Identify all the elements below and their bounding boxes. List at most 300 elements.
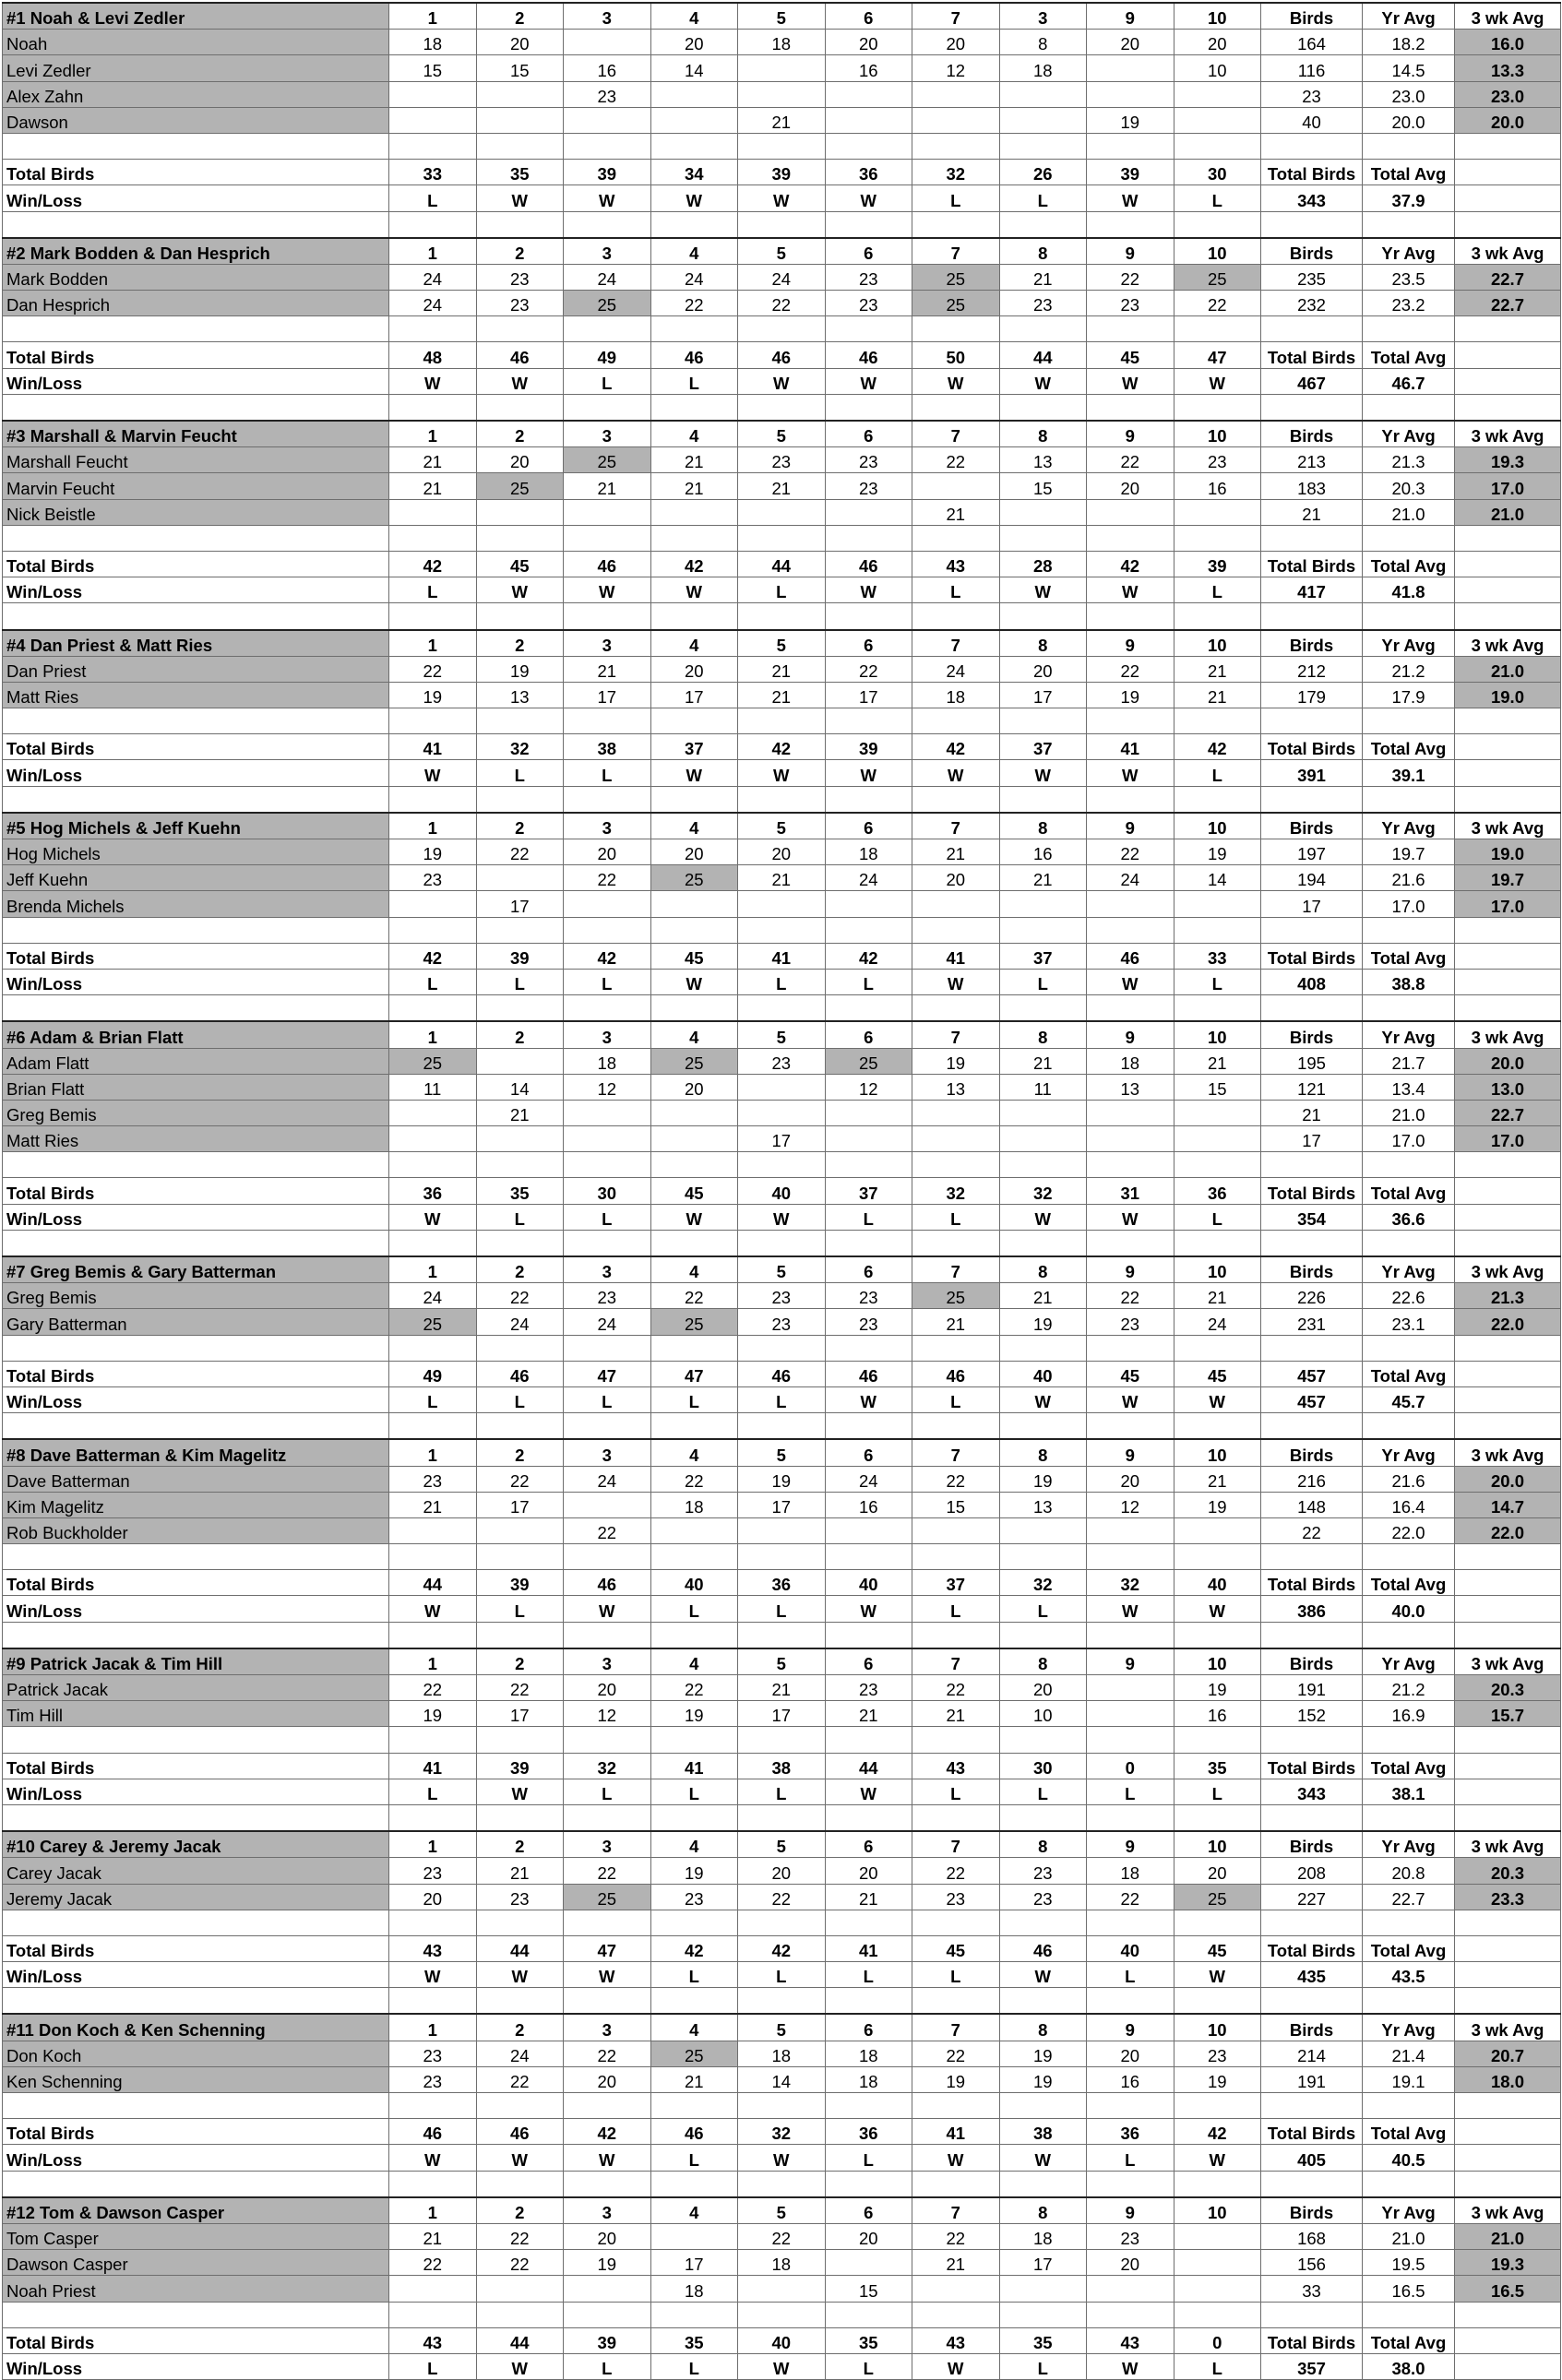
week-result: W [1087,760,1174,786]
week-total: 46 [825,342,912,368]
column-header: 1 [389,630,477,657]
team-header-row [3,238,1561,265]
total-birds-label: Total Birds [3,1570,389,1596]
column-header: 5 [738,1021,826,1048]
win-loss-row [3,1779,1561,1804]
week-score: 18 [912,682,1000,708]
empty-cell [1455,1570,1561,1596]
empty-cell [1363,2302,1455,2327]
week-total: 45 [650,943,738,969]
week-score [738,81,826,107]
week-score: 25 [650,2041,738,2066]
column-header: 7 [912,2197,1000,2224]
week-result: L [999,1596,1087,1622]
week-result: L [1174,2353,1261,2379]
week-total: 32 [738,2119,826,2145]
column-header: 8 [999,1831,1087,1858]
empty-cell [3,211,389,238]
empty-cell [999,2302,1087,2327]
win-loss-label: Win/Loss [3,185,389,211]
week-result: L [650,1386,738,1412]
week-score: 22 [389,2250,477,2276]
week-result: W [389,1204,477,1230]
empty-cell [1363,525,1455,551]
empty-cell [476,1335,564,1361]
player-name: Gary Batterman [3,1309,389,1335]
empty-cell [1174,2093,1261,2119]
week-total: 49 [564,342,651,368]
week-score: 22 [912,1466,1000,1492]
empty-cell [1455,603,1561,630]
week-score: 18 [564,1048,651,1074]
empty-cell [1455,1910,1561,1935]
empty-cell [1174,708,1261,734]
week-score: 21 [912,839,1000,865]
empty-cell [650,316,738,342]
week-total: 42 [389,943,477,969]
player-yr-avg: 19.5 [1363,2250,1455,2276]
empty-cell [1087,786,1174,813]
player-row [3,891,1561,917]
week-total: 42 [650,1935,738,1961]
empty-cell [476,316,564,342]
player-birds: 116 [1261,55,1363,81]
total-birds-row [3,342,1561,368]
week-result: W [825,185,912,211]
week-score: 15 [389,55,477,81]
week-score [1174,107,1261,133]
week-score: 25 [389,1048,477,1074]
empty-cell [1455,2302,1561,2327]
week-result: L [999,185,1087,211]
empty-cell [999,394,1087,421]
week-result: W [825,760,912,786]
week-score [650,1517,738,1543]
empty-cell [1087,1804,1174,1831]
column-header: 3 [564,630,651,657]
week-score: 24 [476,1309,564,1335]
week-score: 17 [738,1701,826,1727]
week-result: W [999,1962,1087,1988]
empty-cell [564,1804,651,1831]
column-header: Birds [1261,1439,1363,1466]
week-score: 15 [912,1492,1000,1517]
standings-body [3,3,1561,2380]
week-score [650,81,738,107]
empty-cell [650,786,738,813]
week-result: L [999,2353,1087,2379]
column-header: Yr Avg [1363,2014,1455,2041]
week-score: 18 [738,30,826,55]
week-score: 18 [1087,1858,1174,1884]
week-score [1174,891,1261,917]
empty-cell [1087,2302,1174,2327]
total-avg-column-label: Total Avg [1363,2119,1455,2145]
total-birds-row [3,160,1561,185]
player-birds: 121 [1261,1074,1363,1100]
week-score: 20 [738,1858,826,1884]
week-result: L [564,1779,651,1804]
column-header: 9 [1087,1439,1174,1466]
empty-cell [650,1152,738,1178]
team-header-row [3,421,1561,447]
week-score [912,1100,1000,1125]
empty-cell [1455,394,1561,421]
total-birds-column-label: Total Birds [1261,2327,1363,2353]
week-total: 45 [1087,342,1174,368]
week-result: L [389,185,477,211]
week-score [564,30,651,55]
week-score [389,1517,477,1543]
week-score: 17 [650,2250,738,2276]
week-total: 39 [738,160,826,185]
empty-cell [999,917,1087,943]
week-score: 22 [476,1675,564,1701]
empty-cell [912,133,1000,159]
empty-cell [389,1622,477,1648]
week-total: 32 [912,160,1000,185]
team-header-row [3,2014,1561,2041]
week-score: 20 [1087,2041,1174,2066]
player-name: Marvin Feucht [3,473,389,499]
empty-cell [738,995,826,1022]
empty-cell [650,1230,738,1256]
column-header: 10 [1174,238,1261,265]
empty-cell [825,316,912,342]
week-score: 17 [738,1492,826,1517]
week-score: 21 [564,656,651,682]
week-score: 23 [825,473,912,499]
empty-cell [1455,1727,1561,1753]
column-header: 5 [738,1439,826,1466]
column-header: Birds [1261,238,1363,265]
empty-cell [1261,786,1363,813]
week-result: L [476,760,564,786]
empty-cell [738,786,826,813]
week-score [564,1100,651,1125]
win-loss-row [3,1962,1561,1988]
empty-cell [999,2171,1087,2197]
week-score: 19 [564,2250,651,2276]
empty-cell [1455,2353,1561,2379]
week-result: W [738,2353,826,2379]
week-result: L [912,185,1000,211]
column-header: 3 [564,2014,651,2041]
player-row [3,81,1561,107]
player-3wk-avg: 20.0 [1455,1466,1561,1492]
week-score [1174,1517,1261,1543]
week-score [476,1126,564,1152]
week-score: 13 [999,1492,1087,1517]
week-score: 23 [564,1283,651,1309]
player-birds: 148 [1261,1492,1363,1517]
total-birds-row [3,2327,1561,2353]
week-total: 41 [738,943,826,969]
empty-cell [1174,1727,1261,1753]
week-score: 23 [389,865,477,891]
empty-cell [389,1335,477,1361]
spacer-row [3,1335,1561,1361]
win-loss-label: Win/Loss [3,1962,389,1988]
empty-cell [825,1622,912,1648]
empty-cell [1455,1413,1561,1440]
empty-cell [1363,133,1455,159]
column-header: 9 [1087,813,1174,839]
empty-cell [1261,2171,1363,2197]
column-header: 6 [825,3,912,30]
week-score: 11 [389,1074,477,1100]
empty-cell [999,1544,1087,1570]
week-total: 43 [912,1753,1000,1779]
team-title: #5 Hog Michels & Jeff Kuehn [3,813,389,839]
player-name: Levi Zedler [3,55,389,81]
week-score: 20 [738,839,826,865]
column-header: Yr Avg [1363,1439,1455,1466]
empty-cell [912,1727,1000,1753]
empty-cell [650,1335,738,1361]
player-row [3,1492,1561,1517]
player-row [3,2223,1561,2249]
empty-cell [564,917,651,943]
column-header: 3 [564,421,651,447]
week-score: 22 [389,1675,477,1701]
column-header: 2 [476,813,564,839]
player-3wk-avg: 20.3 [1455,1675,1561,1701]
empty-cell [1455,342,1561,368]
week-score: 22 [564,1517,651,1543]
week-result: L [564,1386,651,1412]
column-header: 1 [389,2014,477,2041]
player-yr-avg: 17.9 [1363,682,1455,708]
player-birds: 17 [1261,1126,1363,1152]
player-row [3,1858,1561,1884]
week-score: 19 [999,2041,1087,2066]
week-total: 37 [825,1178,912,1204]
week-score: 22 [650,1675,738,1701]
empty-cell [650,525,738,551]
player-yr-avg: 20.8 [1363,1858,1455,1884]
column-header: 1 [389,421,477,447]
week-score: 13 [999,447,1087,473]
week-score [389,1126,477,1152]
team-title: #7 Greg Bemis & Gary Batterman [3,1256,389,1283]
week-result: L [825,1962,912,1988]
empty-cell [1261,1910,1363,1935]
empty-cell [1455,1386,1561,1412]
week-result: W [999,577,1087,603]
week-score [389,107,477,133]
empty-cell [1455,2171,1561,2197]
empty-cell [650,603,738,630]
week-score: 24 [825,1466,912,1492]
week-result: L [650,2145,738,2171]
week-result: W [912,2353,1000,2379]
week-result: L [912,577,1000,603]
player-birds: 168 [1261,2223,1363,2249]
week-total: 37 [999,943,1087,969]
player-name: Matt Ries [3,1126,389,1152]
player-birds: 40 [1261,107,1363,133]
week-total: 46 [738,1361,826,1386]
total-avg-column-label: Total Avg [1363,160,1455,185]
week-score: 20 [1174,30,1261,55]
week-score [999,2276,1087,2302]
empty-cell [1174,394,1261,421]
player-3wk-avg: 21.0 [1455,2223,1561,2249]
empty-cell [476,1910,564,1935]
player-yr-avg: 21.0 [1363,499,1455,525]
column-header: 3 wk Avg [1455,3,1561,30]
week-result: W [912,969,1000,994]
week-score: 21 [389,447,477,473]
week-total: 45 [912,1935,1000,1961]
week-score: 21 [738,107,826,133]
week-result: L [650,1962,738,1988]
empty-cell [912,1152,1000,1178]
week-total: 30 [564,1178,651,1204]
week-score: 22 [912,1858,1000,1884]
week-score [912,1126,1000,1152]
season-total-avg: 46.7 [1363,368,1455,394]
total-birds-label: Total Birds [3,1753,389,1779]
week-score [1087,1675,1174,1701]
player-3wk-avg: 21.0 [1455,499,1561,525]
column-header: 8 [999,421,1087,447]
total-avg-column-label: Total Avg [1363,1178,1455,1204]
week-score: 24 [476,2041,564,2066]
total-birds-label: Total Birds [3,1361,389,1386]
player-row [3,1701,1561,1727]
empty-cell [1455,2145,1561,2171]
empty-cell [999,603,1087,630]
column-header: 2 [476,630,564,657]
week-score [1087,1126,1174,1152]
week-result: L [564,969,651,994]
player-3wk-avg: 19.0 [1455,682,1561,708]
week-result: L [1174,185,1261,211]
player-yr-avg: 21.2 [1363,1675,1455,1701]
week-total: 43 [912,2327,1000,2353]
week-total: 35 [476,1178,564,1204]
player-name: Greg Bemis [3,1283,389,1309]
week-total: 35 [825,2327,912,2353]
empty-cell [564,708,651,734]
week-result: W [650,760,738,786]
week-result: W [1087,577,1174,603]
player-name: Carey Jacak [3,1858,389,1884]
column-header: Yr Avg [1363,630,1455,657]
week-score: 22 [1087,1283,1174,1309]
column-header: 3 [564,1831,651,1858]
week-score: 24 [564,1309,651,1335]
column-header: 9 [1087,238,1174,265]
player-birds: 191 [1261,1675,1363,1701]
empty-cell [1363,316,1455,342]
season-total-birds: 391 [1261,760,1363,786]
empty-cell [1087,1622,1174,1648]
week-score: 25 [650,1048,738,1074]
week-total: 35 [650,2327,738,2353]
player-yr-avg: 21.0 [1363,2223,1455,2249]
week-result: L [825,969,912,994]
column-header: 2 [476,1648,564,1675]
player-name: Patrick Jacak [3,1675,389,1701]
column-header: 7 [912,630,1000,657]
empty-cell [1261,2093,1363,2119]
week-total: 32 [912,1178,1000,1204]
week-result: L [912,1779,1000,1804]
week-total: 36 [1174,1178,1261,1204]
player-name: Jeff Kuehn [3,865,389,891]
week-score: 21 [912,1309,1000,1335]
win-loss-label: Win/Loss [3,577,389,603]
empty-cell [3,1804,389,1831]
player-row [3,499,1561,525]
column-header: 5 [738,238,826,265]
week-total: 43 [389,2327,477,2353]
empty-cell [389,2093,477,2119]
week-score: 24 [564,264,651,290]
column-header: 9 [1087,1256,1174,1283]
column-header: 4 [650,2197,738,2224]
column-header: 3 wk Avg [1455,1021,1561,1048]
week-score: 20 [825,30,912,55]
week-total: 34 [650,160,738,185]
team-title: #11 Don Koch & Ken Schenning [3,2014,389,2041]
column-header: 8 [999,1439,1087,1466]
empty-cell [825,995,912,1022]
week-total: 47 [564,1361,651,1386]
column-header: 5 [738,2014,826,2041]
empty-cell [564,211,651,238]
empty-cell [1261,2302,1363,2327]
week-result: W [389,2145,477,2171]
week-total: 46 [1087,943,1174,969]
week-total: 39 [476,1753,564,1779]
column-header: 7 [912,421,1000,447]
week-result: W [389,760,477,786]
column-header: 3 wk Avg [1455,1439,1561,1466]
column-header: Yr Avg [1363,1648,1455,1675]
week-score: 15 [476,55,564,81]
week-score: 11 [999,1074,1087,1100]
empty-cell [476,211,564,238]
team-title: #10 Carey & Jeremy Jacak [3,1831,389,1858]
empty-cell [738,211,826,238]
player-3wk-avg: 22.7 [1455,291,1561,316]
column-header: 3 wk Avg [1455,813,1561,839]
week-score: 21 [912,1701,1000,1727]
week-score: 15 [1174,1074,1261,1100]
total-birds-row [3,1753,1561,1779]
empty-cell [825,603,912,630]
empty-cell [1455,2093,1561,2119]
empty-cell [650,2171,738,2197]
week-result: W [476,2353,564,2379]
empty-cell [1087,1230,1174,1256]
player-name: Dan Hesprich [3,291,389,316]
empty-cell [825,1152,912,1178]
week-total: 32 [999,1178,1087,1204]
week-result: L [650,2353,738,2379]
empty-cell [3,1544,389,1570]
week-result: L [476,1596,564,1622]
empty-cell [650,917,738,943]
empty-cell [1174,1230,1261,1256]
empty-cell [650,708,738,734]
spacer-row [3,1727,1561,1753]
week-result: W [389,368,477,394]
